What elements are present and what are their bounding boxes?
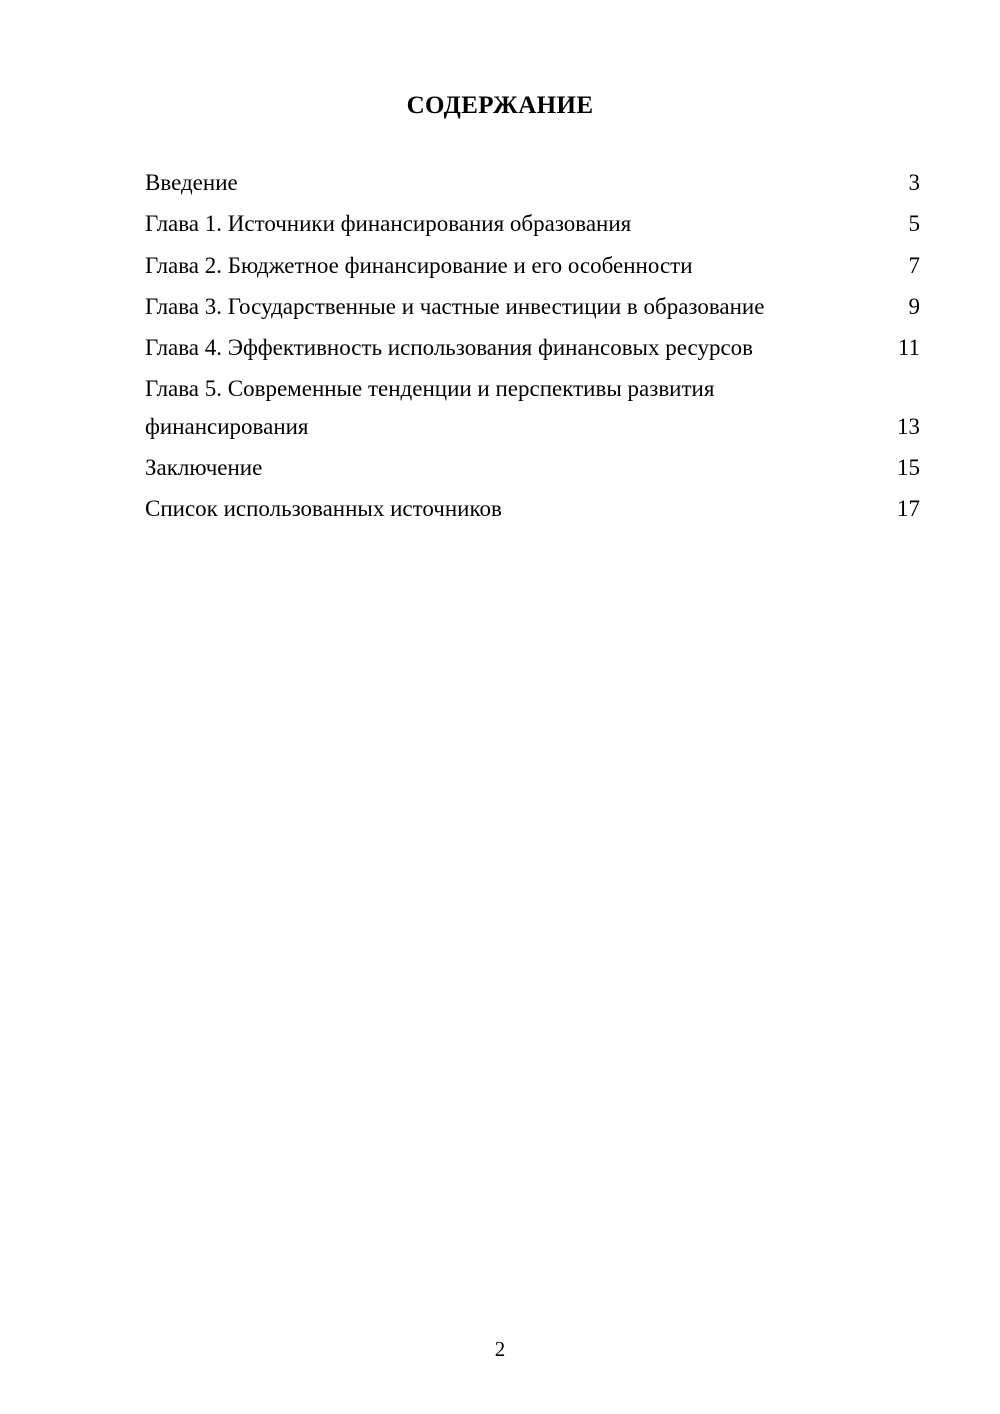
toc-entry[interactable] — [145, 368, 920, 447]
toc-entry[interactable] — [145, 327, 920, 368]
toc-entry-page: 13 — [897, 413, 920, 439]
page-number-footer: 2 — [494, 1337, 506, 1361]
toc-entry-page: 3 — [908, 170, 920, 195]
table-of-contents — [145, 162, 920, 529]
toc-entry[interactable] — [145, 203, 920, 244]
toc-entry-label: Список использованных источников — [145, 496, 502, 521]
toc-entry-page: 5 — [908, 211, 920, 237]
toc-entry[interactable] — [145, 162, 920, 203]
toc-entry-label: Глава 1. Источники финансирования образования — [145, 211, 632, 237]
toc-entry-page: 17 — [897, 496, 920, 521]
toc-entry[interactable] — [145, 245, 920, 286]
toc-entry-page: 7 — [908, 252, 920, 278]
toc-entry[interactable] — [145, 447, 920, 488]
toc-entry-page: 15 — [897, 454, 920, 480]
toc-entry-label: Введение — [145, 170, 238, 195]
toc-entry-page: 9 — [908, 293, 920, 319]
toc-entry-label: Глава 2. Бюджетное финансирование и его особенности — [145, 252, 693, 278]
page-title: СОДЕРЖАНИЕ — [406, 92, 594, 119]
toc-entry-label: Заключение — [145, 454, 263, 480]
toc-entry-label: Глава 5. Современные тенденции и перспективы развития финансирования — [145, 376, 721, 439]
toc-entry[interactable] — [145, 488, 920, 529]
toc-entry[interactable] — [145, 286, 920, 327]
toc-entry-label: Глава 4. Эффективность использования финансовых ресурсов — [145, 335, 754, 360]
toc-entry-label: Глава 3. Государственные и частные инвестиции в образование — [145, 293, 765, 319]
toc-entry-page: 11 — [897, 335, 920, 360]
